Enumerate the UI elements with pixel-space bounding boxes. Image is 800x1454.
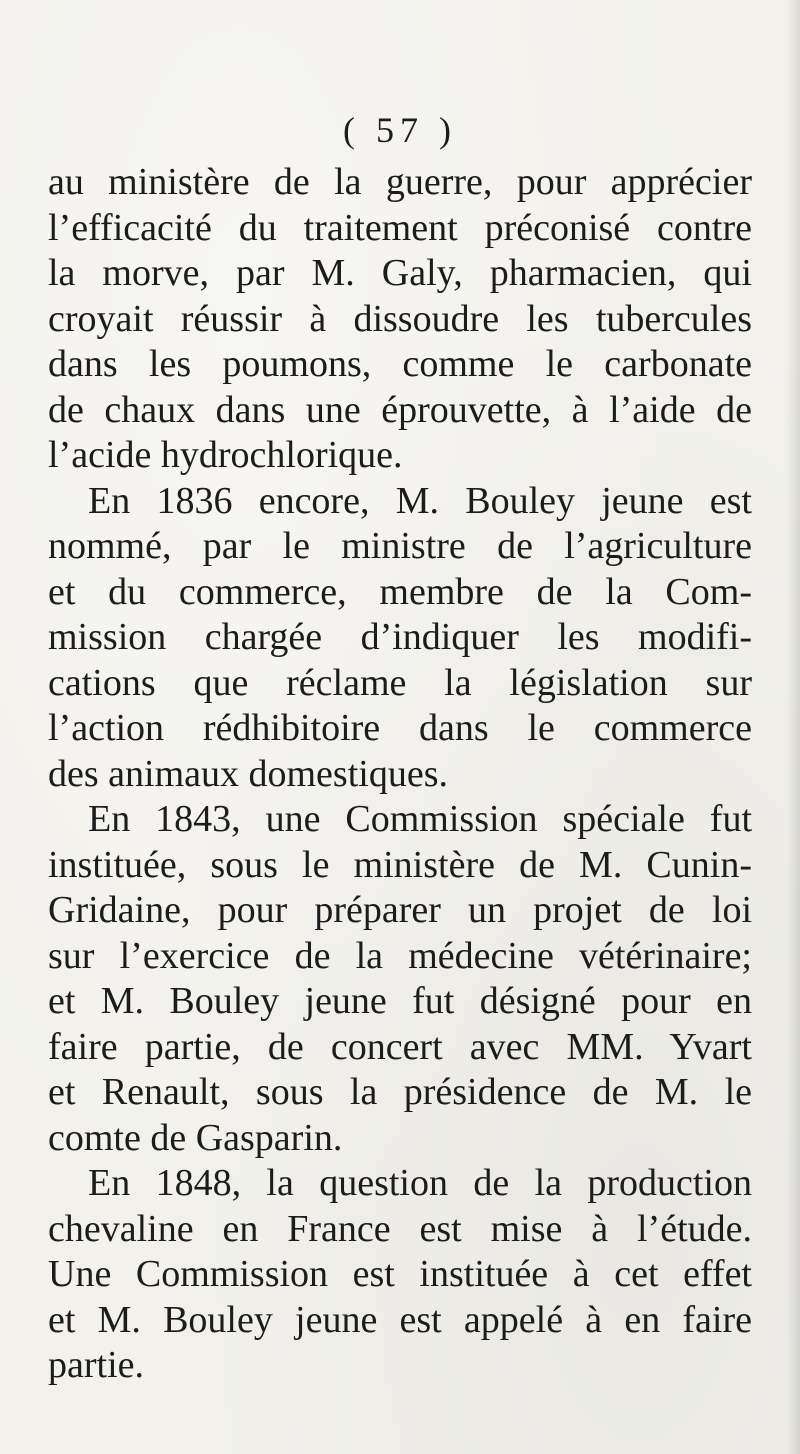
text-line: dans les poumons, comme le carbonate — [48, 343, 752, 385]
page-edge-shadow — [786, 0, 800, 1454]
text-line: et du commerce, membre de la Com- — [48, 570, 752, 613]
text-line: et M. Bouley jeune fut désigné pour en — [48, 980, 752, 1022]
text-line: Gridaine, pour préparer un projet de loi — [48, 889, 752, 931]
text-line: de chaux dans une éprouvette, à l’aide de — [48, 388, 752, 431]
text-line: mission chargée d’indiquer les modifi- — [48, 616, 752, 658]
text-line: Une Commission est instituée à cet effet — [48, 1253, 752, 1295]
text-line: instituée, sous le ministère de M. Cunin- — [48, 843, 752, 886]
text-line: sur l’exercice de la médecine vétérinaire; — [48, 934, 752, 977]
body-text — [48, 160, 752, 1389]
text-line: chevaline en France est mise à l’étude. — [48, 1207, 752, 1250]
text-line: l’efficacité du traitement préconisé contre — [48, 206, 752, 249]
text-line: et M. Bouley jeune est appelé à en faire — [48, 1298, 752, 1341]
text-line: l’action rédhibitoire dans le commerce — [48, 707, 752, 749]
text-line: En 1836 encore, M. Bouley jeune est — [88, 479, 752, 522]
text-line: croyait réussir à dissoudre les tubercules — [48, 297, 752, 340]
text-line: En 1848, la question de la production — [88, 1162, 752, 1204]
text-line: et Renault, sous la présidence de M. le — [48, 1071, 752, 1113]
text-line: la morve, par M. Galy, pharmacien, qui — [48, 252, 752, 294]
text-line: comte de Gasparin. — [48, 1116, 343, 1159]
text-line: au ministère de la guerre, pour apprécier — [48, 161, 752, 203]
text-line: l’acide hydrochlorique. — [48, 434, 403, 476]
text-line: faire partie, de concert avec MM. Yvart — [48, 1025, 752, 1068]
text-line: cations que réclame la législation sur — [48, 661, 752, 704]
text-line: partie. — [48, 1344, 145, 1386]
page-number: ( 57 ) — [343, 110, 457, 150]
text-line: En 1843, une Commission spéciale fut — [88, 798, 752, 840]
text-line: des animaux domestiques. — [48, 752, 448, 795]
text-line: nommé, par le ministre de l’agriculture — [48, 525, 752, 567]
